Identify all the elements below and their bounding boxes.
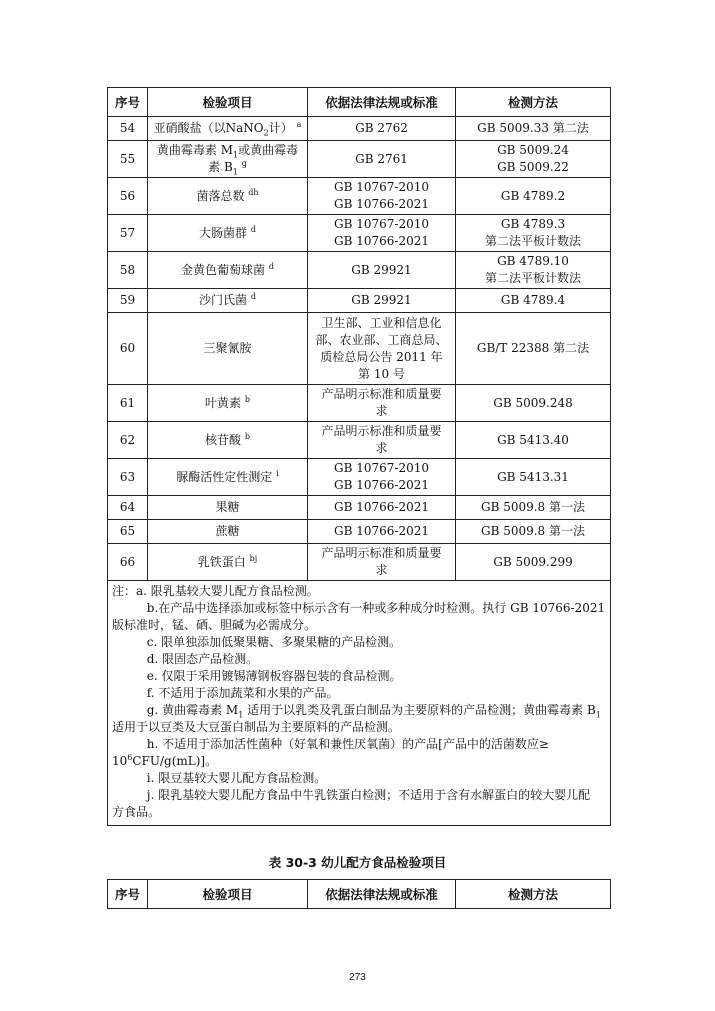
note-g-sub2: 1 xyxy=(595,710,601,720)
table2-header-item: 检验项目 xyxy=(148,880,308,909)
row-standard xyxy=(308,289,456,313)
item-text: 脲酶活性定性测定 xyxy=(176,469,273,484)
standard-line: GB 10767-2010 xyxy=(334,180,429,194)
row-method xyxy=(456,422,611,459)
standard-line: 第 10 号 xyxy=(358,366,405,381)
item-footnote-mark: bj xyxy=(249,553,258,563)
row-item xyxy=(148,520,308,544)
header-item: 检验项目 xyxy=(148,88,308,117)
inspection-items-table xyxy=(107,87,611,826)
item-text-after: 或黄曲霉毒素 B xyxy=(208,143,299,174)
note-j-line2: 方食品。 xyxy=(112,805,161,819)
row-method xyxy=(456,117,611,141)
table-row xyxy=(108,520,611,544)
standard-line: GB 10767-2010 xyxy=(334,217,429,231)
method-line: GB/T 22388 第二法 xyxy=(476,341,590,355)
method-line: GB 4789.2 xyxy=(500,188,566,203)
item-footnote-mark: dh xyxy=(248,187,259,197)
item-text: 黄曲霉毒素 M xyxy=(156,143,233,157)
row-item xyxy=(148,215,308,252)
item-text: 核苷酸 xyxy=(205,432,242,447)
row-number: 62 xyxy=(108,422,148,459)
row-method xyxy=(456,520,611,544)
item-text: 金黄色葡萄球菌 xyxy=(181,262,266,277)
method-line: 第二法平板计数法 xyxy=(484,271,581,285)
note-b-line2: 版标准时，锰、硒、胆碱为必需成分。 xyxy=(112,618,317,632)
note-f: f. 不适用于添加蔬菜和水果的产品。 xyxy=(146,686,339,700)
standard-line: 质检总局公告 2011 年 xyxy=(320,349,443,364)
note-g-line2: 适用于以豆类及大豆蛋白制品为主要原料的产品检测。 xyxy=(112,720,401,734)
item-text-after: 计） xyxy=(268,121,293,135)
item-text: 果糖 xyxy=(215,500,240,514)
method-line: GB 5009.33 第二法 xyxy=(477,121,589,135)
method-line: GB 5009.8 第一法 xyxy=(480,524,586,538)
note-g-line1 xyxy=(112,702,606,719)
standard-line: GB 2762 xyxy=(355,121,408,135)
item-footnote-mark: i xyxy=(276,468,279,478)
method-line: GB 5009.22 xyxy=(497,160,569,174)
note-e: e. 仅限于采用镀锡薄钢板容器包装的食品检测。 xyxy=(146,669,402,683)
standard-line: 部、农业部、工商总局、 xyxy=(315,332,448,347)
page-number: 273 xyxy=(349,972,366,983)
method-line: GB 4789.3 xyxy=(500,217,566,231)
toddler-formula-table-header xyxy=(107,879,611,909)
row-standard xyxy=(308,141,456,178)
standard-line: 卫生部、工业和信息化 xyxy=(321,315,442,330)
row-number: 54 xyxy=(108,117,148,141)
row-standard xyxy=(308,313,456,385)
table2-header-row xyxy=(108,880,611,909)
row-item xyxy=(148,289,308,313)
row-method xyxy=(456,313,611,385)
row-standard xyxy=(308,496,456,520)
row-number: 65 xyxy=(108,520,148,544)
standard-line: GB 2761 xyxy=(355,151,408,166)
notes-row xyxy=(108,581,611,826)
note-c: c. 限单独添加低聚果糖、多聚果糖的产品检测。 xyxy=(146,635,402,649)
table-row xyxy=(108,117,611,141)
method-line: GB 5009.8 第一法 xyxy=(480,500,586,514)
item-footnote-mark: b xyxy=(244,431,250,441)
table-notes xyxy=(108,581,611,826)
row-item xyxy=(148,422,308,459)
method-line: GB 5009.299 xyxy=(493,554,573,569)
standard-line: 产品明示标准和质量要 xyxy=(321,546,442,560)
standard-line: GB 10766-2021 xyxy=(334,500,429,514)
standard-line: 求 xyxy=(375,563,388,577)
standard-line: 求 xyxy=(375,441,388,455)
item-text: 菌落总数 xyxy=(196,188,245,203)
header-no: 序号 xyxy=(108,88,148,117)
row-item xyxy=(148,459,308,496)
item-subscript: 1 xyxy=(233,150,239,160)
standard-line: GB 10767-2010 xyxy=(334,461,429,475)
note-g-sub1: 1 xyxy=(238,710,244,720)
table2-header-no: 序号 xyxy=(108,880,148,909)
item-footnote-mark: d xyxy=(268,261,274,271)
method-line: GB 5009.24 xyxy=(497,143,569,157)
standard-line: GB 10766-2021 xyxy=(334,197,429,211)
note-h-line2 xyxy=(112,753,606,770)
item-text: 蔗糖 xyxy=(215,524,240,538)
row-method xyxy=(456,459,611,496)
row-method xyxy=(456,289,611,313)
table-row xyxy=(108,178,611,215)
method-line: GB 5009.248 xyxy=(493,395,573,410)
standard-line: GB 10766-2021 xyxy=(334,478,429,492)
table-row xyxy=(108,459,611,496)
row-standard xyxy=(308,385,456,422)
row-method xyxy=(456,496,611,520)
table-row xyxy=(108,385,611,422)
table-row xyxy=(108,215,611,252)
method-line: GB 5413.31 xyxy=(497,469,569,484)
note-a: 注：a. 限乳基较大婴儿配方食品检测。 xyxy=(112,584,319,598)
item-text: 大肠菌群 xyxy=(199,225,248,240)
note-h-exp: 6 xyxy=(127,753,133,762)
item-text: 亚硝酸盐（以NaNO xyxy=(153,121,264,135)
row-standard xyxy=(308,520,456,544)
standard-line: 产品明示标准和质量要 xyxy=(321,424,442,438)
item-subscript-2: 1 xyxy=(232,167,238,177)
table-row xyxy=(108,289,611,313)
item-footnote-mark: g xyxy=(241,159,247,168)
row-number: 57 xyxy=(108,215,148,252)
standard-line: GB 10766-2021 xyxy=(334,234,429,248)
row-number: 58 xyxy=(108,252,148,289)
table-row xyxy=(108,422,611,459)
table-caption: 表 30-3 幼儿配方食品检验项目 xyxy=(268,855,447,870)
row-standard xyxy=(308,459,456,496)
item-footnote-mark: d xyxy=(250,224,256,234)
standard-line: GB 29921 xyxy=(351,293,412,307)
note-j-line1: j. 限乳基较大婴儿配方食品中牛乳铁蛋白检测；不适用于含有水解蛋白的较大婴儿配 xyxy=(146,788,591,802)
row-standard xyxy=(308,215,456,252)
note-h-line1: h. 不适用于添加活性菌种（好氧和兼性厌氧菌）的产品[产品中的活菌数应≥ xyxy=(146,737,549,751)
row-item xyxy=(148,544,308,581)
row-method xyxy=(456,141,611,178)
note-h-unit: CFU/g(mL)]。 xyxy=(132,754,218,768)
method-line: GB 4789.4 xyxy=(500,293,566,307)
item-subscript: 2 xyxy=(263,128,269,138)
row-number: 64 xyxy=(108,496,148,520)
row-item xyxy=(148,385,308,422)
standard-line: 求 xyxy=(375,404,388,418)
row-number: 55 xyxy=(108,141,148,178)
item-text: 乳铁蛋白 xyxy=(197,554,246,569)
note-d: d. 限固态产品检测。 xyxy=(146,652,259,666)
row-item xyxy=(148,178,308,215)
standard-line: GB 10766-2021 xyxy=(334,524,429,538)
table2-header-standard: 依据法律法规或标准 xyxy=(308,880,456,909)
table-row xyxy=(108,252,611,289)
note-b-line1: b.在产品中选择添加或标签中标示含有一种或多种成分时检测。执行 GB 10766-2021 xyxy=(146,601,606,615)
header-method: 检测方法 xyxy=(456,88,611,117)
row-standard xyxy=(308,544,456,581)
row-item xyxy=(148,141,308,178)
row-number: 56 xyxy=(108,178,148,215)
row-method xyxy=(456,215,611,252)
table2-header-method: 检测方法 xyxy=(456,880,611,909)
note-h-base: 10 xyxy=(112,754,128,768)
note-g-part2: 适用于以乳类及乳蛋白制品为主要原料的产品检测；黄曲霉毒素 B xyxy=(243,703,596,717)
row-number: 59 xyxy=(108,289,148,313)
row-method xyxy=(456,544,611,581)
header-standard: 依据法律法规或标准 xyxy=(308,88,456,117)
table-row xyxy=(108,496,611,520)
row-number: 60 xyxy=(108,313,148,385)
row-standard xyxy=(308,422,456,459)
row-standard xyxy=(308,178,456,215)
note-i: i. 限豆基较大婴儿配方食品检测。 xyxy=(146,771,327,785)
row-method xyxy=(456,385,611,422)
method-line: GB 4789.10 xyxy=(497,254,569,268)
table-header-row xyxy=(108,88,611,117)
row-number: 66 xyxy=(108,544,148,581)
row-item xyxy=(148,252,308,289)
row-standard xyxy=(308,117,456,141)
item-text: 三聚氰胺 xyxy=(203,341,252,355)
item-footnote-mark: d xyxy=(250,292,256,301)
item-footnote-mark: b xyxy=(244,394,250,404)
item-text: 沙门氏菌 xyxy=(199,293,248,307)
table-row xyxy=(108,313,611,385)
standard-line: 产品明示标准和质量要 xyxy=(321,387,442,401)
note-g-part1: g. 黄曲霉毒素 M xyxy=(146,703,239,717)
table-row xyxy=(108,141,611,178)
row-number: 63 xyxy=(108,459,148,496)
row-standard xyxy=(308,252,456,289)
table-row xyxy=(108,544,611,581)
row-number: 61 xyxy=(108,385,148,422)
row-method xyxy=(456,178,611,215)
method-line: 第二法平板计数法 xyxy=(484,234,581,248)
row-item xyxy=(148,117,308,141)
method-line: GB 5413.40 xyxy=(497,432,569,447)
item-footnote-mark: a xyxy=(296,120,302,129)
item-text: 叶黄素 xyxy=(205,395,242,410)
row-item xyxy=(148,313,308,385)
row-method xyxy=(456,252,611,289)
standard-line: GB 29921 xyxy=(351,262,412,277)
row-item xyxy=(148,496,308,520)
